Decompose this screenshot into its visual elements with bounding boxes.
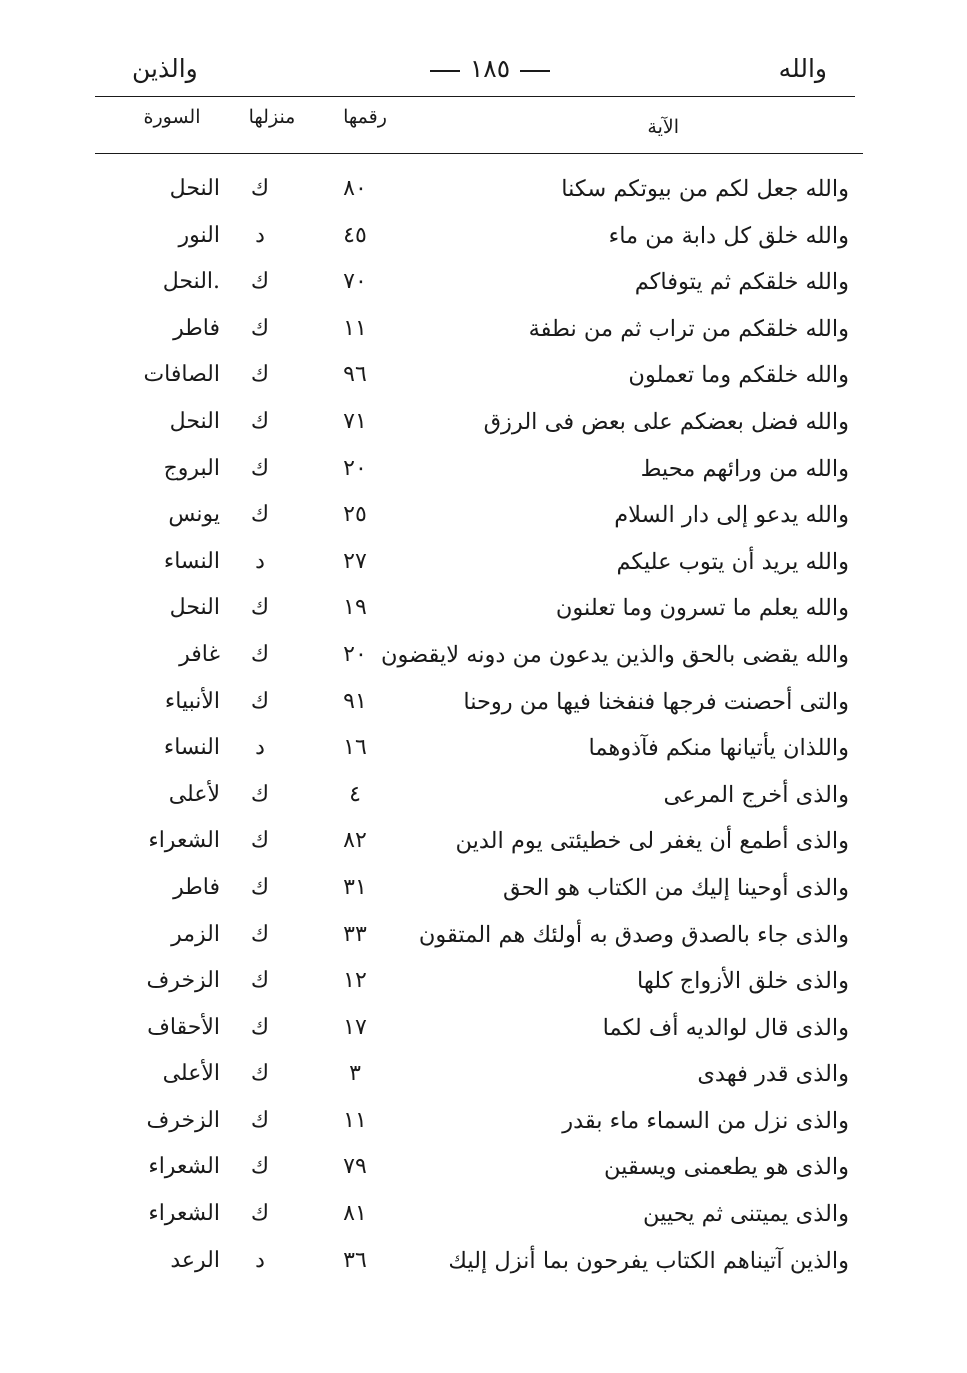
surah-name: الشعراء: [148, 1154, 220, 1180]
surah-name: غافر: [179, 641, 220, 667]
ayah-text: والذى خلق الأزواج كلها: [637, 968, 849, 995]
ayah-number: ٢٧: [343, 548, 367, 574]
table-row: [0, 448, 967, 495]
revelation-place: ك: [250, 1014, 270, 1040]
ayah-number: ١٧: [343, 1014, 367, 1040]
revelation-place: ك: [250, 455, 270, 481]
revelation-place: ك: [250, 408, 270, 434]
surah-name: الشعراء: [148, 828, 220, 854]
ayah-number: ٩١: [343, 688, 367, 714]
revelation-place: ك: [250, 595, 270, 621]
revelation-place: ك: [250, 828, 270, 854]
surah-name: النور: [178, 222, 220, 248]
ayah-number: ٣١: [343, 874, 367, 900]
table-row: [0, 1193, 967, 1240]
ayah-text: والله خلقكم وما تعملون: [628, 362, 849, 389]
column-header-number: رقمها: [343, 106, 387, 128]
dash-left: [430, 70, 460, 72]
surah-name: فاطر: [173, 315, 220, 341]
ayah-number: ١٩: [343, 595, 367, 621]
ayah-number: ١٦: [343, 735, 367, 761]
ayah-number: ٢٥: [343, 502, 367, 528]
revelation-place: ك: [250, 1154, 270, 1180]
revelation-place: ك: [250, 968, 270, 994]
ayah-number: ١١: [343, 315, 367, 341]
ayah-text: والتى أحصنت فرجها فنفخنا فيها من روحنا: [463, 688, 849, 715]
ayah-number: ٧٩: [343, 1154, 367, 1180]
table-row: [0, 867, 967, 914]
revelation-place: ك: [250, 269, 270, 295]
table-row: [0, 494, 967, 541]
table-row: [0, 914, 967, 961]
table-row: [0, 820, 967, 867]
ayah-text: والله يريد أن يتوب عليكم: [616, 548, 849, 575]
surah-name: النساء: [163, 548, 220, 574]
ayah-text: والذى نزل من السماء ماء بقدر: [562, 1107, 849, 1134]
ayah-number: ٣٦: [343, 1247, 367, 1273]
surah-name: الزخرف: [146, 968, 220, 994]
surah-name: الزمر: [171, 921, 220, 947]
table-row: [0, 261, 967, 308]
table-row: [0, 308, 967, 355]
revelation-place: ك: [250, 641, 270, 667]
surah-name: .النحل: [162, 269, 220, 295]
page-number-block: [400, 52, 580, 86]
surah-name: الأنبياء: [164, 688, 220, 714]
revelation-place: ك: [250, 176, 270, 201]
ayah-text: والله فضل بعضكم على بعض فى الرزق: [483, 408, 849, 435]
ayah-text: والله يدعو إلى دار السلام: [614, 502, 849, 529]
running-head-right: والله: [778, 54, 827, 83]
table-row: [0, 634, 967, 681]
table-row: [0, 168, 967, 215]
ayah-number: ٣: [349, 1061, 361, 1087]
surah-name: النحل: [169, 595, 220, 621]
revelation-place: ك: [250, 1061, 270, 1087]
ayah-number: ٩٦: [343, 362, 367, 388]
ayah-number: ٢٠: [343, 455, 367, 481]
running-head-left: والذين: [132, 54, 198, 83]
ayah-text: والله خلق كل دابة من ماء: [608, 222, 849, 249]
table-row: [0, 1240, 967, 1287]
table-row: [0, 354, 967, 401]
table-row: [0, 681, 967, 728]
surah-name: النساء: [163, 735, 220, 761]
table-row: [0, 960, 967, 1007]
table-row: [0, 401, 967, 448]
revelation-place: ك: [250, 362, 270, 388]
ayah-text: والذى يميتنى ثم يحيين: [643, 1201, 849, 1228]
surah-name: يونس: [168, 502, 220, 528]
ayah-text: والذى هو يطعمنى ويسقين: [604, 1154, 849, 1181]
ayah-text: والله خلقكم ثم يتوفاكم: [634, 269, 849, 296]
revelation-place: ك: [250, 502, 270, 528]
revelation-place: د: [255, 222, 265, 248]
ayah-text: والله جعل لكم من بيوتكم سكنا: [561, 176, 849, 202]
header-rule-bottom: [95, 153, 863, 154]
revelation-place: د: [255, 548, 265, 574]
surah-name: الأعلى: [162, 1061, 220, 1087]
ayah-text: والذين آتيناهم الكتاب يفرحون بما أنزل إليك: [448, 1247, 849, 1274]
ayah-text: والذى أطمع أن يغفر لى خطيئتى يوم الدين: [455, 828, 849, 855]
column-header-surah: السورة: [143, 106, 201, 128]
surah-name: الصافات: [143, 362, 220, 388]
revelation-place: د: [255, 1247, 265, 1273]
dash-right: [520, 70, 550, 72]
ayah-number: ٨٠: [343, 176, 367, 201]
ayah-number: ٧٠: [343, 269, 367, 295]
surah-name: الأحقاف: [147, 1014, 220, 1040]
ayah-text: واللذان يأتيانها منكم فآذوهما: [588, 735, 849, 762]
ayah-number: ١١: [343, 1107, 367, 1133]
revelation-place: ك: [250, 1201, 270, 1227]
ayah-text: والله يعلم ما تسرون وما تعلنون: [555, 595, 849, 622]
ayah-number: ٢٠: [343, 641, 367, 667]
revelation-place: ك: [250, 315, 270, 341]
ayah-number: ٨٢: [343, 828, 367, 854]
revelation-place: ك: [250, 1107, 270, 1133]
ayah-text: والذى قال لوالديه أف لكما: [602, 1014, 849, 1041]
ayah-number: ٨١: [343, 1201, 367, 1227]
ayah-text: والذى أخرج المرعى: [663, 781, 849, 808]
surah-name: البروج: [163, 455, 220, 481]
ayah-text: والله يقضى بالحق والذين يدعون من دونه لايقضون: [380, 641, 849, 668]
surah-name: النحل: [169, 408, 220, 434]
index-table-body: [0, 168, 967, 1286]
revelation-place: ك: [250, 921, 270, 947]
header-rule-top: [95, 96, 855, 97]
revelation-place: ك: [250, 781, 270, 807]
ayah-text: والذى جاء بالصدق وصدق به أولئك هم المتقون: [418, 921, 849, 948]
ayah-text: والذى قدر فهدى: [697, 1061, 849, 1088]
column-header-ayah: الآية: [647, 116, 679, 138]
revelation-place: ك: [250, 688, 270, 714]
surah-name: الزخرف: [146, 1107, 220, 1133]
surah-name: فاطر: [173, 874, 220, 900]
ayah-number: ٧١: [343, 408, 367, 434]
ayah-text: والله خلقكم من تراب ثم من نطفة: [528, 315, 849, 342]
table-row: [0, 587, 967, 634]
surah-name: الشعراء: [148, 1201, 220, 1227]
ayah-number: ٣٣: [343, 921, 367, 947]
table-row: [0, 1053, 967, 1100]
surah-name: لأعلى: [168, 781, 220, 807]
ayah-number: ٤: [349, 781, 361, 807]
table-row: [0, 1007, 967, 1054]
surah-name: النحل: [169, 176, 220, 201]
ayah-text: والله من ورائهم محيط: [640, 455, 849, 482]
table-row: [0, 541, 967, 588]
ayah-number: ١٢: [343, 968, 367, 994]
revelation-place: د: [255, 735, 265, 761]
revelation-place: ك: [250, 874, 270, 900]
table-row: [0, 215, 967, 262]
table-row: [0, 774, 967, 821]
ayah-number: ٤٥: [343, 222, 367, 248]
ayah-text: والذى أوحينا إليك من الكتاب هو الحق: [502, 874, 849, 901]
column-header-place: منزلها: [248, 106, 296, 128]
table-row: [0, 727, 967, 774]
surah-name: الرعد: [170, 1247, 220, 1273]
page-number: ١٨٥: [469, 54, 511, 83]
table-row: [0, 1146, 967, 1193]
table-row: [0, 1100, 967, 1147]
